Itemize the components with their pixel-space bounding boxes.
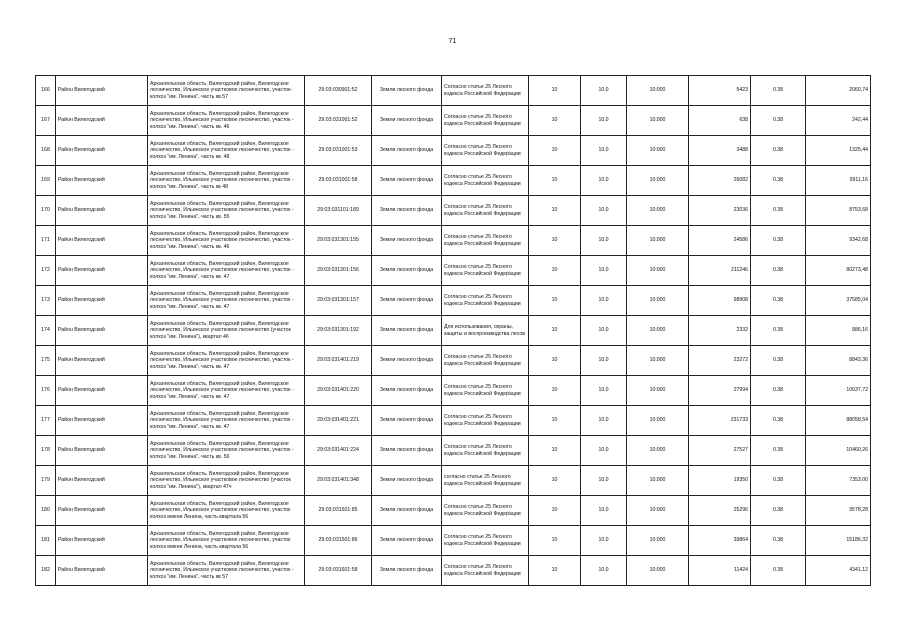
value-d-cell: 10 — [529, 226, 581, 256]
location-cell: Архангельская область, Вилегодский район, Вилегодское лесничество, Ильинское участковое лесничество, участок - колхоз "им. Ленина", часть кв. 48 — [148, 136, 305, 166]
row-number: 177 — [36, 406, 56, 436]
land-category-cell: Земли лесного фонда — [372, 286, 442, 316]
table-row — [36, 196, 871, 226]
value-d-cell: 10 — [529, 436, 581, 466]
district-cell: Район Вилегодский — [56, 166, 148, 196]
value-e-cell: 10.0 — [581, 76, 627, 106]
location-cell: Архангельская область, Вилегодский район, Вилегодское лесничество, Ильинское участковое лесничество, участок - колхоз "им. Ленина", часть кв. 47 — [148, 346, 305, 376]
value-e-cell: 10.0 — [581, 436, 627, 466]
rate-cell: 0.38 — [751, 226, 806, 256]
land-category-cell: Земли лесного фонда — [372, 436, 442, 466]
cadastral-number-cell: 29:03:031301:157 — [305, 286, 372, 316]
value-d-cell: 10 — [529, 166, 581, 196]
district-cell: Район Вилегодский — [56, 436, 148, 466]
cost-cell: 15186,32 — [806, 526, 871, 556]
land-category-cell: Земли лесного фонда — [372, 316, 442, 346]
rate-cell: 0.38 — [751, 256, 806, 286]
location-cell: Архангельская область, Вилегодский район, Вилегодское лесничество, Ильинское участковое лесничество, участок - колхоз "им. Ленина", часть кв. 47 — [148, 406, 305, 436]
land-category-cell: Земли лесного фонда — [372, 106, 442, 136]
district-cell: Район Вилегодский — [56, 256, 148, 286]
area-cell: 27527 — [689, 436, 751, 466]
rate-cell: 0.38 — [751, 136, 806, 166]
rate-cell: 0.38 — [751, 376, 806, 406]
page-number: 71 — [448, 38, 457, 45]
value-f-cell: 10:000 — [627, 556, 689, 586]
district-cell: Район Вилегодский — [56, 136, 148, 166]
cadastral-number-cell: 29:03:031401:221 — [305, 406, 372, 436]
cost-cell: 242,44 — [806, 106, 871, 136]
permitted-use-cell: Согласно статье 25 Лесного кодекса Российской Федерации — [442, 76, 529, 106]
cadastral-number-cell: 29:03:031001:52 — [305, 106, 372, 136]
cadastral-number-cell: 29:03:031301:192 — [305, 316, 372, 346]
area-cell: 39864 — [689, 526, 751, 556]
table-row — [36, 496, 871, 526]
cadastral-number-cell: 29:03:031001:53 — [305, 136, 372, 166]
land-category-cell: Земли лесного фонда — [372, 496, 442, 526]
value-f-cell: 10:000 — [627, 226, 689, 256]
cost-cell: 9342,68 — [806, 226, 871, 256]
value-e-cell: 10.0 — [581, 106, 627, 136]
cost-cell: 8843,36 — [806, 346, 871, 376]
cadastral-number-cell: 29:03:031601:58 — [305, 556, 372, 586]
cadastral-number-cell: 29:03:031301:156 — [305, 256, 372, 286]
cost-cell: 10637,72 — [806, 376, 871, 406]
land-category-cell: Земли лесного фонда — [372, 556, 442, 586]
location-cell: Архангельская область, Вилегодский район, Вилегодское лесничество, Ильинское участковое лесничество, участок - колхоз "им. Ленина", часть кв. 56 — [148, 436, 305, 466]
cost-cell: 9911,16 — [806, 166, 871, 196]
land-category-cell: Земли лесного фонда — [372, 196, 442, 226]
location-cell: Архангельская область, Вилегодский район, Вилегодское лесничество, Ильинское участковое лесничество (участок колхоз "им. Ленина"), квартал 46 — [148, 316, 305, 346]
land-category-cell: Земли лесного фонда — [372, 376, 442, 406]
land-registry-table — [35, 75, 871, 586]
row-number: 170 — [36, 196, 56, 226]
value-d-cell: 10 — [529, 76, 581, 106]
value-f-cell: 10:000 — [627, 106, 689, 136]
permitted-use-cell: Согласно статье 25 Лесного кодекса Российской Федерации — [442, 136, 529, 166]
area-cell: 19350 — [689, 466, 751, 496]
cadastral-number-cell: 29:03:030901:52 — [305, 76, 372, 106]
table-row — [36, 76, 871, 106]
cadastral-number-cell: 29:03:031401:219 — [305, 346, 372, 376]
land-category-cell: Земли лесного фонда — [372, 166, 442, 196]
table-row — [36, 166, 871, 196]
row-number: 174 — [36, 316, 56, 346]
rate-cell: 0.38 — [751, 436, 806, 466]
cadastral-number-cell: 29:03:031101:189 — [305, 196, 372, 226]
district-cell: Район Вилегодский — [56, 106, 148, 136]
table-row — [36, 106, 871, 136]
value-f-cell: 10:000 — [627, 196, 689, 226]
district-cell: Район Вилегодский — [56, 76, 148, 106]
district-cell: Район Вилегодский — [56, 496, 148, 526]
area-cell: 23036 — [689, 196, 751, 226]
location-cell: Архангельская область, Вилегодский район, Вилегодское лесничество, Ильинское участковое лесничество, участок колхоз имени Ленина, часть квартала 56 — [148, 496, 305, 526]
location-cell: Архангельская область, Вилегодский район, Вилегодское лесничество, Ильинское участковое лесничество, участок - колхоз "им. Ленина", часть кв. 46 — [148, 106, 305, 136]
value-e-cell: 10.0 — [581, 136, 627, 166]
location-cell: Архангельская область, Вилегодский район, Вилегодское лесничество, Ильинское участковое лесничество, участок - колхоз "им. Ленина", часть кв. 46 — [148, 226, 305, 256]
land-category-cell: Земли лесного фонда — [372, 406, 442, 436]
value-d-cell: 10 — [529, 556, 581, 586]
permitted-use-cell: Согласно статье 25 Лесного кодекса Российской Федерации — [442, 436, 529, 466]
rate-cell: 0.38 — [751, 76, 806, 106]
value-d-cell: 10 — [529, 256, 581, 286]
value-f-cell: 10:000 — [627, 346, 689, 376]
location-cell: Архангельская область, Вилегодский район, Вилегодское лесничество, Ильинское участковое лесничество, участок - колхоз "им. Ленина", часть кв 48 — [148, 166, 305, 196]
value-d-cell: 10 — [529, 316, 581, 346]
land-category-cell: Земли лесного фонда — [372, 226, 442, 256]
district-cell: Район Вилегодский — [56, 316, 148, 346]
value-e-cell: 10.0 — [581, 316, 627, 346]
cost-cell: 88058,54 — [806, 406, 871, 436]
value-f-cell: 10:000 — [627, 406, 689, 436]
district-cell: Район Вилегодский — [56, 556, 148, 586]
row-number: 166 — [36, 76, 56, 106]
value-d-cell: 10 — [529, 196, 581, 226]
row-number: 180 — [36, 496, 56, 526]
location-cell: Архангельская область, Вилегодский район, Вилегодское лесничество, Ильинское участковое лесничество, участок - колхоз "им. Ленина", часть кв. 55 — [148, 196, 305, 226]
cost-cell: 8753,68 — [806, 196, 871, 226]
rate-cell: 0.38 — [751, 166, 806, 196]
value-e-cell: 10.0 — [581, 406, 627, 436]
value-e-cell: 10.0 — [581, 166, 627, 196]
row-number: 171 — [36, 226, 56, 256]
permitted-use-cell: Для использования, охраны, защиты и воспроизводства лесов — [442, 316, 529, 346]
value-f-cell: 10:000 — [627, 376, 689, 406]
cadastral-number-cell: 29:03:031501:85 — [305, 496, 372, 526]
land-category-cell: Земли лесного фонда — [372, 76, 442, 106]
value-d-cell: 10 — [529, 406, 581, 436]
cadastral-number-cell: 29:03:031301:155 — [305, 226, 372, 256]
permitted-use-cell: Согласно статье 25 Лесного кодекса Российской Федерации — [442, 346, 529, 376]
district-cell: Район Вилегодский — [56, 286, 148, 316]
permitted-use-cell: Согласно статье 25 Лесного кодекса Российской Федерации — [442, 166, 529, 196]
row-number: 179 — [36, 466, 56, 496]
rate-cell: 0.38 — [751, 526, 806, 556]
rate-cell: 0.38 — [751, 406, 806, 436]
location-cell: Архангельская область, Вилегодский район, Вилегодское лесничество, Ильинское участковое лесничество, участок - колхоз "им. Ленина", часть кв. 47 — [148, 256, 305, 286]
area-cell: 24586 — [689, 226, 751, 256]
value-f-cell: 10:000 — [627, 166, 689, 196]
permitted-use-cell: Согласно статье 25 Лесного кодекса Российской Федерации — [442, 256, 529, 286]
rate-cell: 0.38 — [751, 286, 806, 316]
value-f-cell: 10:000 — [627, 76, 689, 106]
location-cell: Архангельская область, Вилегодский район, Вилегодское лесничество, Ильинское участковое лесничество, участок - колхоз "им. Ленина", часть кв. 47 — [148, 286, 305, 316]
district-cell: Район Вилегодский — [56, 346, 148, 376]
cadastral-number-cell: 29:03:031001:58 — [305, 166, 372, 196]
rate-cell: 0.38 — [751, 106, 806, 136]
value-d-cell: 10 — [529, 466, 581, 496]
value-f-cell: 10:000 — [627, 436, 689, 466]
value-f-cell: 10:000 — [627, 286, 689, 316]
value-e-cell: 10.0 — [581, 526, 627, 556]
row-number: 175 — [36, 346, 56, 376]
cadastral-number-cell: 29:03:031501:86 — [305, 526, 372, 556]
table-row — [36, 556, 871, 586]
value-d-cell: 10 — [529, 136, 581, 166]
row-number: 172 — [36, 256, 56, 286]
cost-cell: 4341,12 — [806, 556, 871, 586]
location-cell: Архангельская область, Вилегодский район, Вилегодское лесничество, Ильинское участковое лесничество, участок- колхоз "им. Ленина", часть кв.57 — [148, 76, 305, 106]
permitted-use-cell: Согласно статье 25 Лесного кодекса Российской Федерации — [442, 496, 529, 526]
rate-cell: 0.38 — [751, 316, 806, 346]
district-cell: Район Вилегодский — [56, 466, 148, 496]
cadastral-number-cell: 29:03:031401:220 — [305, 376, 372, 406]
land-category-cell: Земли лесного фонда — [372, 466, 442, 496]
value-e-cell: 10.0 — [581, 226, 627, 256]
row-number: 167 — [36, 106, 56, 136]
row-number: 178 — [36, 436, 56, 466]
rate-cell: 0.38 — [751, 196, 806, 226]
value-f-cell: 10:000 — [627, 496, 689, 526]
permitted-use-cell: Согласно статье 25 Лесного кодекса Российской Федерации — [442, 226, 529, 256]
value-d-cell: 10 — [529, 376, 581, 406]
table-row — [36, 526, 871, 556]
location-cell: Архангельская область, Вилегодский район, Вилегодское лесничество, Ильинское участковое лесничество, участок - колхоз "им. Ленина", часть кв. 47 — [148, 376, 305, 406]
row-number: 168 — [36, 136, 56, 166]
cost-cell: 886,16 — [806, 316, 871, 346]
cadastral-number-cell: 29:03:031401:224 — [305, 436, 372, 466]
table-row — [36, 256, 871, 286]
area-cell: 638 — [689, 106, 751, 136]
land-category-cell: Земли лесного фонда — [372, 346, 442, 376]
row-number: 173 — [36, 286, 56, 316]
permitted-use-cell: Согласно статье 25 Лесного кодекса Российской Федерации — [442, 526, 529, 556]
rate-cell: 0.38 — [751, 556, 806, 586]
area-cell: 26082 — [689, 166, 751, 196]
permitted-use-cell: Согласно статье 25 Лесного кодекса Российской Федерации — [442, 556, 529, 586]
permitted-use-cell: Согласно статье 25 Лесного кодекса Российской Федерации — [442, 406, 529, 436]
area-cell: 5423 — [689, 76, 751, 106]
value-d-cell: 10 — [529, 526, 581, 556]
permitted-use-cell: Согласно статье 25 Лесного кодекса Российской Федерации — [442, 106, 529, 136]
table-row — [36, 136, 871, 166]
value-f-cell: 10:000 — [627, 466, 689, 496]
land-category-cell: Земли лесного фонда — [372, 526, 442, 556]
value-e-cell: 10.0 — [581, 376, 627, 406]
permitted-use-cell: Согласно статье 25 Лесного кодекса Российской Федерации — [442, 376, 529, 406]
cadastral-number-cell: 29:03:031401:348 — [305, 466, 372, 496]
district-cell: Район Вилегодский — [56, 196, 148, 226]
cost-cell: 80273,48 — [806, 256, 871, 286]
area-cell: 98908 — [689, 286, 751, 316]
value-f-cell: 10:000 — [627, 136, 689, 166]
land-category-cell: Земли лесного фонда — [372, 256, 442, 286]
area-cell: 23272 — [689, 346, 751, 376]
table-row — [36, 346, 871, 376]
location-cell: Архангельская область, Вилегодский район, Вилегодское лесничество, Ильинское участковое лесничество, участок колхоз имени Ленина, часть квартала 56 — [148, 526, 305, 556]
permitted-use-cell: Согласно статье 25 Лесного кодекса Российской Федерации — [442, 196, 529, 226]
district-cell: Район Вилегодский — [56, 526, 148, 556]
area-cell: 211246 — [689, 256, 751, 286]
value-e-cell: 10.0 — [581, 556, 627, 586]
value-f-cell: 10:000 — [627, 316, 689, 346]
row-number: 176 — [36, 376, 56, 406]
district-cell: Район Вилегодский — [56, 376, 148, 406]
rate-cell: 0.38 — [751, 346, 806, 376]
table-row — [36, 226, 871, 256]
district-cell: Район Вилегодский — [56, 226, 148, 256]
cost-cell: 10460,26 — [806, 436, 871, 466]
table-row — [36, 436, 871, 466]
rate-cell: 0.38 — [751, 466, 806, 496]
area-cell: 3488 — [689, 136, 751, 166]
cost-cell: 1325,44 — [806, 136, 871, 166]
value-e-cell: 10.0 — [581, 196, 627, 226]
location-cell: Архангельская область, Вилегодский район, Вилегодское лесничество, Ильинское участковое лесничество, участок - колхоз "им. Ленина", часть кв 57 — [148, 556, 305, 586]
area-cell: 231733 — [689, 406, 751, 436]
table-body — [36, 76, 871, 586]
table-row — [36, 316, 871, 346]
table-row — [36, 376, 871, 406]
cost-cell: 37585,04 — [806, 286, 871, 316]
row-number: 181 — [36, 526, 56, 556]
value-d-cell: 10 — [529, 346, 581, 376]
value-e-cell: 10.0 — [581, 286, 627, 316]
value-e-cell: 10.0 — [581, 346, 627, 376]
area-cell: 25296 — [689, 496, 751, 526]
value-e-cell: 10.0 — [581, 466, 627, 496]
area-cell: 11424 — [689, 556, 751, 586]
district-cell: Район Вилегодский — [56, 406, 148, 436]
table-row — [36, 286, 871, 316]
value-f-cell: 10:000 — [627, 256, 689, 286]
value-d-cell: 10 — [529, 286, 581, 316]
permitted-use-cell: Согласно статье 25 Лесного кодекса Российской Федерации — [442, 286, 529, 316]
table-row — [36, 406, 871, 436]
row-number: 169 — [36, 166, 56, 196]
table-row — [36, 466, 871, 496]
area-cell: 2332 — [689, 316, 751, 346]
cost-cell: 2060,74 — [806, 76, 871, 106]
permitted-use-cell: согласно статье 25 Лесного кодекса Российской Федерации — [442, 466, 529, 496]
cost-cell: 7353,00 — [806, 466, 871, 496]
area-cell: 27994 — [689, 376, 751, 406]
value-f-cell: 10:000 — [627, 526, 689, 556]
value-d-cell: 10 — [529, 106, 581, 136]
location-cell: Архангельская область, Вилегодский район, Вилегодское лесничество, Ильинское участковое лесничество (участок колхоз "им. Ленина"), квартал 47ч — [148, 466, 305, 496]
land-category-cell: Земли лесного фонда — [372, 136, 442, 166]
value-d-cell: 10 — [529, 496, 581, 526]
rate-cell: 0.38 — [751, 496, 806, 526]
value-e-cell: 10.0 — [581, 256, 627, 286]
row-number: 182 — [36, 556, 56, 586]
cost-cell: 9578,28 — [806, 496, 871, 526]
value-e-cell: 10.0 — [581, 496, 627, 526]
